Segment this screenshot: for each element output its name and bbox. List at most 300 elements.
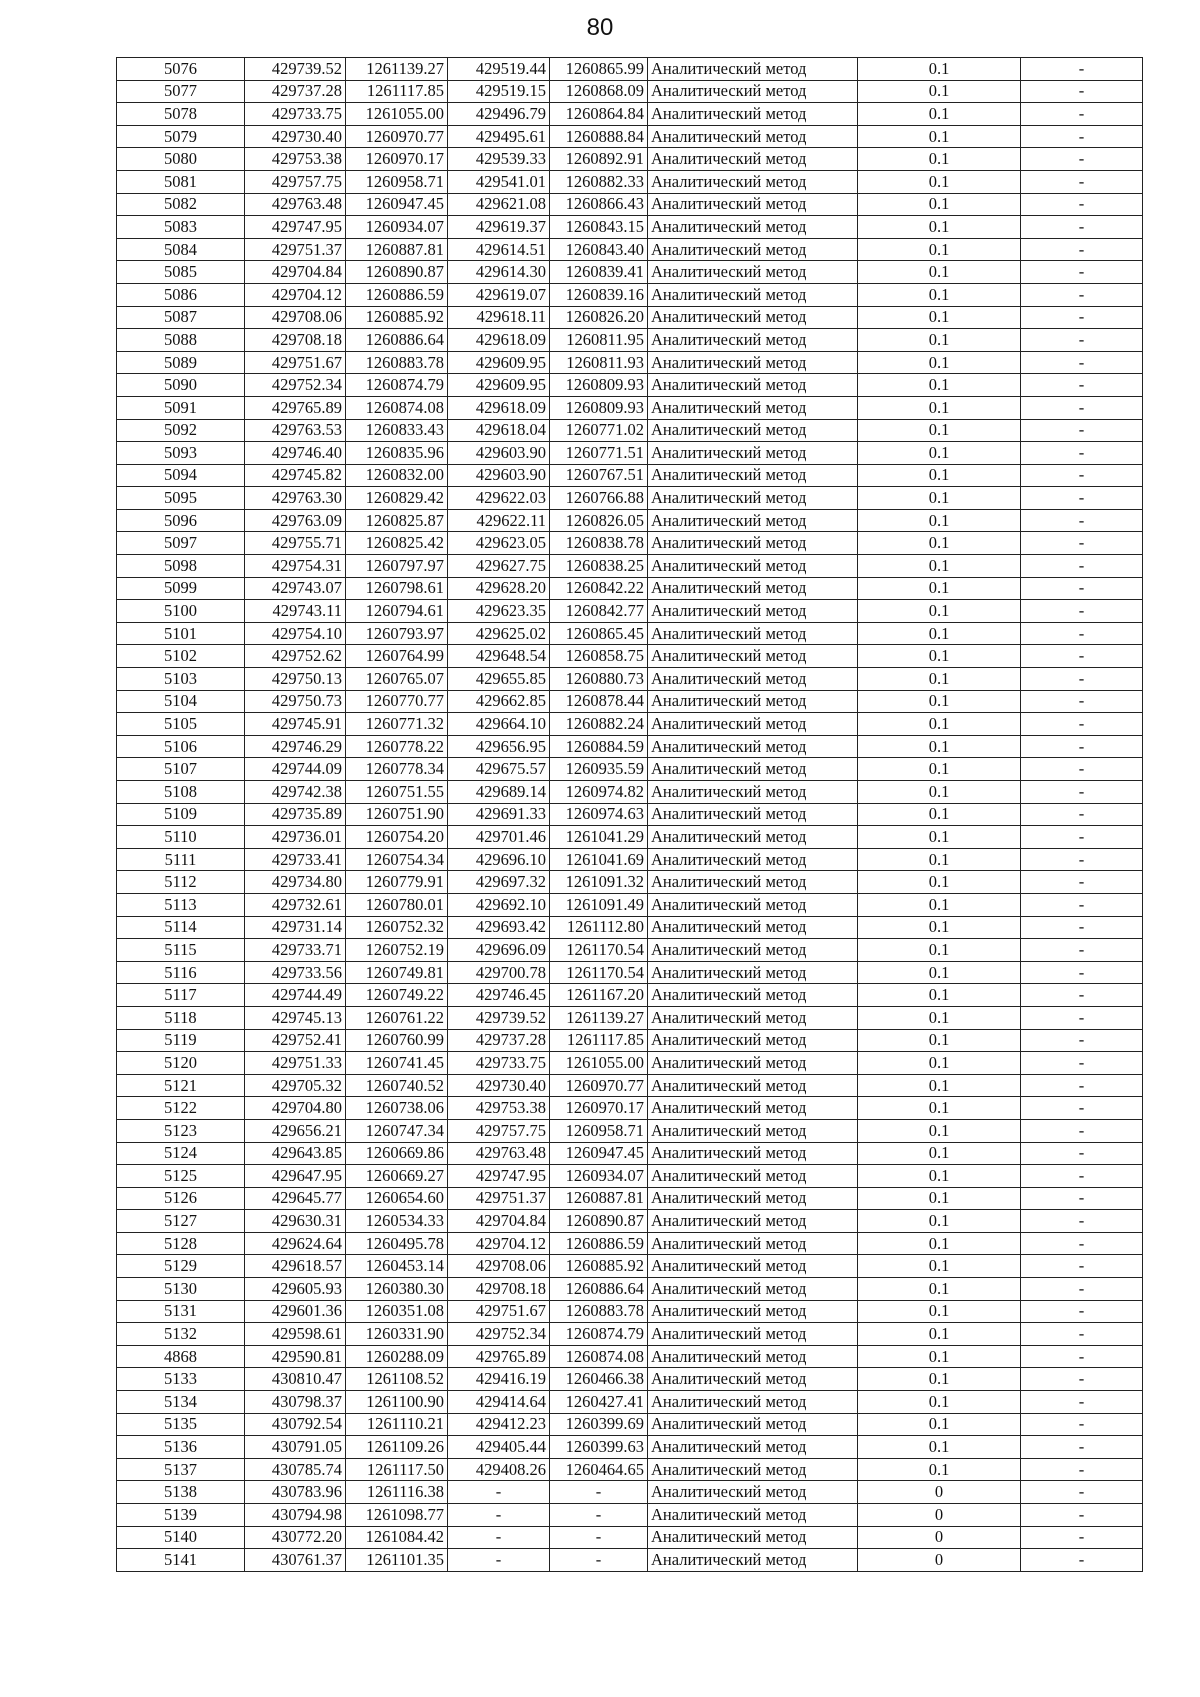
method-cell: Аналитический метод [648, 532, 858, 555]
x-existing-cell: 429763.30 [245, 487, 346, 510]
x-new-cell: 429691.33 [448, 803, 550, 826]
accuracy-cell: 0.1 [858, 351, 1021, 374]
point-id-cell: 5135 [117, 1413, 245, 1436]
x-new-cell: 429495.61 [448, 125, 550, 148]
accuracy-cell: 0.1 [858, 216, 1021, 239]
x-new-cell: 429704.12 [448, 1232, 550, 1255]
table-row [117, 261, 1143, 284]
x-existing-cell: 429753.38 [245, 148, 346, 171]
y-new-cell: 1260878.44 [550, 690, 648, 713]
table-row [117, 396, 1143, 419]
y-existing-cell: 1260778.34 [346, 758, 448, 781]
accuracy-cell: 0.1 [858, 713, 1021, 736]
point-id-cell: 5132 [117, 1323, 245, 1346]
accuracy-cell: 0.1 [858, 283, 1021, 306]
method-cell: Аналитический метод [648, 1300, 858, 1323]
note-cell: - [1021, 1255, 1143, 1278]
y-new-cell: 1260947.45 [550, 1142, 648, 1165]
y-new-cell: 1260399.69 [550, 1413, 648, 1436]
point-id-cell: 5138 [117, 1481, 245, 1504]
table-row [117, 600, 1143, 623]
table-row [117, 1481, 1143, 1504]
accuracy-cell: 0.1 [858, 1165, 1021, 1188]
point-id-cell: 5120 [117, 1052, 245, 1075]
method-cell: Аналитический метод [648, 216, 858, 239]
x-existing-cell: 429752.41 [245, 1029, 346, 1052]
x-new-cell: 429622.11 [448, 509, 550, 532]
y-new-cell: 1260864.84 [550, 103, 648, 126]
y-new-cell: 1260883.78 [550, 1300, 648, 1323]
point-id-cell: 5077 [117, 80, 245, 103]
accuracy-cell: 0 [858, 1526, 1021, 1549]
x-new-cell: 429648.54 [448, 645, 550, 668]
y-existing-cell: 1260760.99 [346, 1029, 448, 1052]
point-id-cell: 5095 [117, 487, 245, 510]
y-new-cell: 1260882.33 [550, 170, 648, 193]
table-row [117, 283, 1143, 306]
x-new-cell: 429408.26 [448, 1458, 550, 1481]
method-cell: Аналитический метод [648, 1504, 858, 1527]
x-new-cell: 429662.85 [448, 690, 550, 713]
x-existing-cell: 429733.56 [245, 961, 346, 984]
note-cell: - [1021, 306, 1143, 329]
x-new-cell: 429496.79 [448, 103, 550, 126]
y-existing-cell: 1260351.08 [346, 1300, 448, 1323]
table-row [117, 1232, 1143, 1255]
y-existing-cell: 1261139.27 [346, 58, 448, 81]
table-row [117, 713, 1143, 736]
x-existing-cell: 429705.32 [245, 1074, 346, 1097]
point-id-cell: 5087 [117, 306, 245, 329]
table-row [117, 555, 1143, 578]
x-new-cell: 429696.09 [448, 939, 550, 962]
method-cell: Аналитический метод [648, 1413, 858, 1436]
accuracy-cell: 0.1 [858, 690, 1021, 713]
x-new-cell: 429603.90 [448, 464, 550, 487]
accuracy-cell: 0.1 [858, 1210, 1021, 1233]
note-cell: - [1021, 464, 1143, 487]
y-new-cell: 1260886.59 [550, 1232, 648, 1255]
y-new-cell: 1260826.05 [550, 509, 648, 532]
accuracy-cell: 0.1 [858, 622, 1021, 645]
note-cell: - [1021, 939, 1143, 962]
note-cell: - [1021, 1368, 1143, 1391]
x-existing-cell: 429757.75 [245, 170, 346, 193]
x-existing-cell: 430772.20 [245, 1526, 346, 1549]
note-cell: - [1021, 238, 1143, 261]
point-id-cell: 5140 [117, 1526, 245, 1549]
x-new-cell: 429701.46 [448, 826, 550, 849]
x-existing-cell: 429746.29 [245, 735, 346, 758]
y-existing-cell: 1261098.77 [346, 1504, 448, 1527]
point-id-cell: 5136 [117, 1436, 245, 1459]
method-cell: Аналитический метод [648, 1097, 858, 1120]
method-cell: Аналитический метод [648, 396, 858, 419]
y-existing-cell: 1260885.92 [346, 306, 448, 329]
method-cell: Аналитический метод [648, 1165, 858, 1188]
y-new-cell: 1260868.09 [550, 80, 648, 103]
y-new-cell: 1261041.69 [550, 848, 648, 871]
x-new-cell: 429689.14 [448, 781, 550, 804]
y-existing-cell: 1260958.71 [346, 170, 448, 193]
y-existing-cell: 1260835.96 [346, 442, 448, 465]
x-new-cell: 429519.15 [448, 80, 550, 103]
method-cell: Аналитический метод [648, 713, 858, 736]
table-row [117, 193, 1143, 216]
note-cell: - [1021, 826, 1143, 849]
note-cell: - [1021, 80, 1143, 103]
y-new-cell: 1261091.49 [550, 893, 648, 916]
accuracy-cell: 0.1 [858, 442, 1021, 465]
table-row [117, 148, 1143, 171]
note-cell: - [1021, 374, 1143, 397]
method-cell: Аналитический метод [648, 306, 858, 329]
method-cell: Аналитический метод [648, 961, 858, 984]
x-new-cell: 429752.34 [448, 1323, 550, 1346]
y-new-cell: 1261170.54 [550, 939, 648, 962]
point-id-cell: 5076 [117, 58, 245, 81]
y-new-cell: 1260974.82 [550, 781, 648, 804]
table-row [117, 1458, 1143, 1481]
x-existing-cell: 429598.61 [245, 1323, 346, 1346]
table-row [117, 238, 1143, 261]
note-cell: - [1021, 555, 1143, 578]
y-new-cell: 1260839.41 [550, 261, 648, 284]
table-row [117, 1413, 1143, 1436]
method-cell: Аналитический метод [648, 58, 858, 81]
x-new-cell: 429621.08 [448, 193, 550, 216]
note-cell: - [1021, 351, 1143, 374]
table-row [117, 939, 1143, 962]
y-new-cell: 1260892.91 [550, 148, 648, 171]
method-cell: Аналитический метод [648, 509, 858, 532]
y-existing-cell: 1260798.61 [346, 577, 448, 600]
accuracy-cell: 0.1 [858, 329, 1021, 352]
method-cell: Аналитический метод [648, 1526, 858, 1549]
x-new-cell: 429541.01 [448, 170, 550, 193]
x-existing-cell: 429750.73 [245, 690, 346, 713]
x-new-cell: 429730.40 [448, 1074, 550, 1097]
point-id-cell: 5129 [117, 1255, 245, 1278]
point-id-cell: 5134 [117, 1391, 245, 1414]
y-new-cell: 1260771.51 [550, 442, 648, 465]
x-existing-cell: 429752.34 [245, 374, 346, 397]
accuracy-cell: 0 [858, 1481, 1021, 1504]
y-new-cell: 1260838.25 [550, 555, 648, 578]
method-cell: Аналитический метод [648, 848, 858, 871]
x-new-cell: - [448, 1504, 550, 1527]
accuracy-cell: 0.1 [858, 238, 1021, 261]
point-id-cell: 5106 [117, 735, 245, 758]
x-new-cell: 429763.48 [448, 1142, 550, 1165]
x-new-cell: 429539.33 [448, 148, 550, 171]
note-cell: - [1021, 1300, 1143, 1323]
y-existing-cell: 1261117.50 [346, 1458, 448, 1481]
note-cell: - [1021, 1006, 1143, 1029]
point-id-cell: 5123 [117, 1119, 245, 1142]
y-existing-cell: 1260669.27 [346, 1165, 448, 1188]
x-new-cell: 429628.20 [448, 577, 550, 600]
y-existing-cell: 1260534.33 [346, 1210, 448, 1233]
point-id-cell: 5111 [117, 848, 245, 871]
point-id-cell: 5080 [117, 148, 245, 171]
note-cell: - [1021, 1074, 1143, 1097]
y-existing-cell: 1260886.64 [346, 329, 448, 352]
y-new-cell: 1260843.40 [550, 238, 648, 261]
note-cell: - [1021, 329, 1143, 352]
y-new-cell: 1261091.32 [550, 871, 648, 894]
x-new-cell: 429622.03 [448, 487, 550, 510]
accuracy-cell: 0.1 [858, 419, 1021, 442]
y-existing-cell: 1260654.60 [346, 1187, 448, 1210]
table-row [117, 1526, 1143, 1549]
x-new-cell: 429656.95 [448, 735, 550, 758]
y-new-cell: 1260865.45 [550, 622, 648, 645]
method-cell: Аналитический метод [648, 261, 858, 284]
table-row [117, 329, 1143, 352]
table-row [117, 984, 1143, 1007]
accuracy-cell: 0.1 [858, 600, 1021, 623]
x-existing-cell: 429737.28 [245, 80, 346, 103]
table-row [117, 170, 1143, 193]
accuracy-cell: 0.1 [858, 1006, 1021, 1029]
accuracy-cell: 0.1 [858, 984, 1021, 1007]
method-cell: Аналитический метод [648, 238, 858, 261]
y-existing-cell: 1260331.90 [346, 1323, 448, 1346]
x-new-cell: 429623.35 [448, 600, 550, 623]
x-existing-cell: 429751.37 [245, 238, 346, 261]
x-existing-cell: 429605.93 [245, 1278, 346, 1301]
y-existing-cell: 1260934.07 [346, 216, 448, 239]
table-row [117, 487, 1143, 510]
y-new-cell: 1260767.51 [550, 464, 648, 487]
point-id-cell: 5081 [117, 170, 245, 193]
y-new-cell: 1260865.99 [550, 58, 648, 81]
accuracy-cell: 0.1 [858, 1074, 1021, 1097]
y-existing-cell: 1260874.08 [346, 396, 448, 419]
x-new-cell: 429519.44 [448, 58, 550, 81]
point-id-cell: 5091 [117, 396, 245, 419]
x-new-cell: 429655.85 [448, 668, 550, 691]
method-cell: Аналитический метод [648, 1029, 858, 1052]
accuracy-cell: 0.1 [858, 916, 1021, 939]
y-new-cell: 1260771.02 [550, 419, 648, 442]
note-cell: - [1021, 1413, 1143, 1436]
note-cell: - [1021, 916, 1143, 939]
method-cell: Аналитический метод [648, 487, 858, 510]
accuracy-cell: 0.1 [858, 306, 1021, 329]
y-existing-cell: 1260752.19 [346, 939, 448, 962]
y-new-cell: 1260874.79 [550, 1323, 648, 1346]
note-cell: - [1021, 984, 1143, 1007]
note-cell: - [1021, 103, 1143, 126]
table-row [117, 80, 1143, 103]
note-cell: - [1021, 148, 1143, 171]
note-cell: - [1021, 532, 1143, 555]
table-row [117, 622, 1143, 645]
method-cell: Аналитический метод [648, 1278, 858, 1301]
point-id-cell: 5117 [117, 984, 245, 1007]
method-cell: Аналитический метод [648, 374, 858, 397]
note-cell: - [1021, 419, 1143, 442]
accuracy-cell: 0.1 [858, 509, 1021, 532]
method-cell: Аналитический метод [648, 1391, 858, 1414]
y-existing-cell: 1260453.14 [346, 1255, 448, 1278]
x-existing-cell: 429624.64 [245, 1232, 346, 1255]
x-existing-cell: 429656.21 [245, 1119, 346, 1142]
y-new-cell: 1260887.81 [550, 1187, 648, 1210]
x-new-cell: 429704.84 [448, 1210, 550, 1233]
table-row [117, 509, 1143, 532]
x-new-cell: 429614.51 [448, 238, 550, 261]
x-existing-cell: 429708.18 [245, 329, 346, 352]
method-cell: Аналитический метод [648, 758, 858, 781]
note-cell: - [1021, 509, 1143, 532]
note-cell: - [1021, 893, 1143, 916]
table-row [117, 1278, 1143, 1301]
x-existing-cell: 429754.10 [245, 622, 346, 645]
y-new-cell: 1260885.92 [550, 1255, 648, 1278]
x-new-cell: 429693.42 [448, 916, 550, 939]
y-new-cell: 1260888.84 [550, 125, 648, 148]
point-id-cell: 5097 [117, 532, 245, 555]
point-id-cell: 5118 [117, 1006, 245, 1029]
y-existing-cell: 1260765.07 [346, 668, 448, 691]
x-new-cell: 429619.37 [448, 216, 550, 239]
accuracy-cell: 0.1 [858, 1323, 1021, 1346]
point-id-cell: 5102 [117, 645, 245, 668]
table-row [117, 758, 1143, 781]
table-row [117, 645, 1143, 668]
accuracy-cell: 0.1 [858, 645, 1021, 668]
y-existing-cell: 1261109.26 [346, 1436, 448, 1459]
table-row [117, 781, 1143, 804]
accuracy-cell: 0.1 [858, 103, 1021, 126]
method-cell: Аналитический метод [648, 1345, 858, 1368]
point-id-cell: 5116 [117, 961, 245, 984]
point-id-cell: 5130 [117, 1278, 245, 1301]
y-existing-cell: 1260749.22 [346, 984, 448, 1007]
note-cell: - [1021, 1345, 1143, 1368]
y-existing-cell: 1260947.45 [346, 193, 448, 216]
table-row [117, 826, 1143, 849]
method-cell: Аналитический метод [648, 1052, 858, 1075]
accuracy-cell: 0.1 [858, 848, 1021, 871]
x-existing-cell: 429752.62 [245, 645, 346, 668]
point-id-cell: 5126 [117, 1187, 245, 1210]
note-cell: - [1021, 216, 1143, 239]
x-existing-cell: 429743.07 [245, 577, 346, 600]
point-id-cell: 5104 [117, 690, 245, 713]
y-existing-cell: 1260764.99 [346, 645, 448, 668]
method-cell: Аналитический метод [648, 1006, 858, 1029]
accuracy-cell: 0.1 [858, 668, 1021, 691]
point-id-cell: 5125 [117, 1165, 245, 1188]
point-id-cell: 4868 [117, 1345, 245, 1368]
point-id-cell: 5088 [117, 329, 245, 352]
method-cell: Аналитический метод [648, 600, 858, 623]
x-existing-cell: 429745.13 [245, 1006, 346, 1029]
note-cell: - [1021, 645, 1143, 668]
accuracy-cell: 0.1 [858, 893, 1021, 916]
table-row [117, 442, 1143, 465]
note-cell: - [1021, 1481, 1143, 1504]
y-new-cell: 1260809.93 [550, 396, 648, 419]
note-cell: - [1021, 713, 1143, 736]
table-row [117, 916, 1143, 939]
x-existing-cell: 429743.11 [245, 600, 346, 623]
table-row [117, 1549, 1143, 1572]
y-existing-cell: 1260778.22 [346, 735, 448, 758]
method-cell: Аналитический метод [648, 442, 858, 465]
x-new-cell: 429751.67 [448, 1300, 550, 1323]
method-cell: Аналитический метод [648, 1187, 858, 1210]
table-row [117, 1300, 1143, 1323]
y-new-cell: 1260882.24 [550, 713, 648, 736]
point-id-cell: 5112 [117, 871, 245, 894]
method-cell: Аналитический метод [648, 283, 858, 306]
y-new-cell: 1261139.27 [550, 1006, 648, 1029]
table-row [117, 125, 1143, 148]
y-new-cell: 1260766.88 [550, 487, 648, 510]
x-existing-cell: 429704.12 [245, 283, 346, 306]
accuracy-cell: 0.1 [858, 148, 1021, 171]
table-row [117, 1255, 1143, 1278]
y-existing-cell: 1260825.87 [346, 509, 448, 532]
table-row [117, 1029, 1143, 1052]
x-new-cell: - [448, 1549, 550, 1572]
y-existing-cell: 1260794.61 [346, 600, 448, 623]
accuracy-cell: 0.1 [858, 261, 1021, 284]
y-existing-cell: 1260887.81 [346, 238, 448, 261]
method-cell: Аналитический метод [648, 1232, 858, 1255]
note-cell: - [1021, 961, 1143, 984]
accuracy-cell: 0.1 [858, 871, 1021, 894]
y-new-cell: 1261117.85 [550, 1029, 648, 1052]
method-cell: Аналитический метод [648, 645, 858, 668]
y-existing-cell: 1261100.90 [346, 1391, 448, 1414]
x-new-cell: 429603.90 [448, 442, 550, 465]
table-row [117, 1052, 1143, 1075]
x-existing-cell: 430794.98 [245, 1504, 346, 1527]
point-id-cell: 5079 [117, 125, 245, 148]
x-new-cell: 429708.18 [448, 1278, 550, 1301]
table-row [117, 1391, 1143, 1414]
x-new-cell: 429609.95 [448, 374, 550, 397]
note-cell: - [1021, 1097, 1143, 1120]
x-existing-cell: 429645.77 [245, 1187, 346, 1210]
x-existing-cell: 430783.96 [245, 1481, 346, 1504]
point-id-cell: 5082 [117, 193, 245, 216]
note-cell: - [1021, 577, 1143, 600]
point-id-cell: 5141 [117, 1549, 245, 1572]
x-existing-cell: 429751.33 [245, 1052, 346, 1075]
note-cell: - [1021, 1391, 1143, 1414]
note-cell: - [1021, 758, 1143, 781]
table-row [117, 690, 1143, 713]
method-cell: Аналитический метод [648, 939, 858, 962]
note-cell: - [1021, 600, 1143, 623]
x-existing-cell: 429730.40 [245, 125, 346, 148]
note-cell: - [1021, 1278, 1143, 1301]
method-cell: Аналитический метод [648, 1074, 858, 1097]
point-id-cell: 5084 [117, 238, 245, 261]
y-existing-cell: 1261116.38 [346, 1481, 448, 1504]
table-row [117, 1504, 1143, 1527]
table-row [117, 1165, 1143, 1188]
note-cell: - [1021, 1052, 1143, 1075]
accuracy-cell: 0.1 [858, 803, 1021, 826]
